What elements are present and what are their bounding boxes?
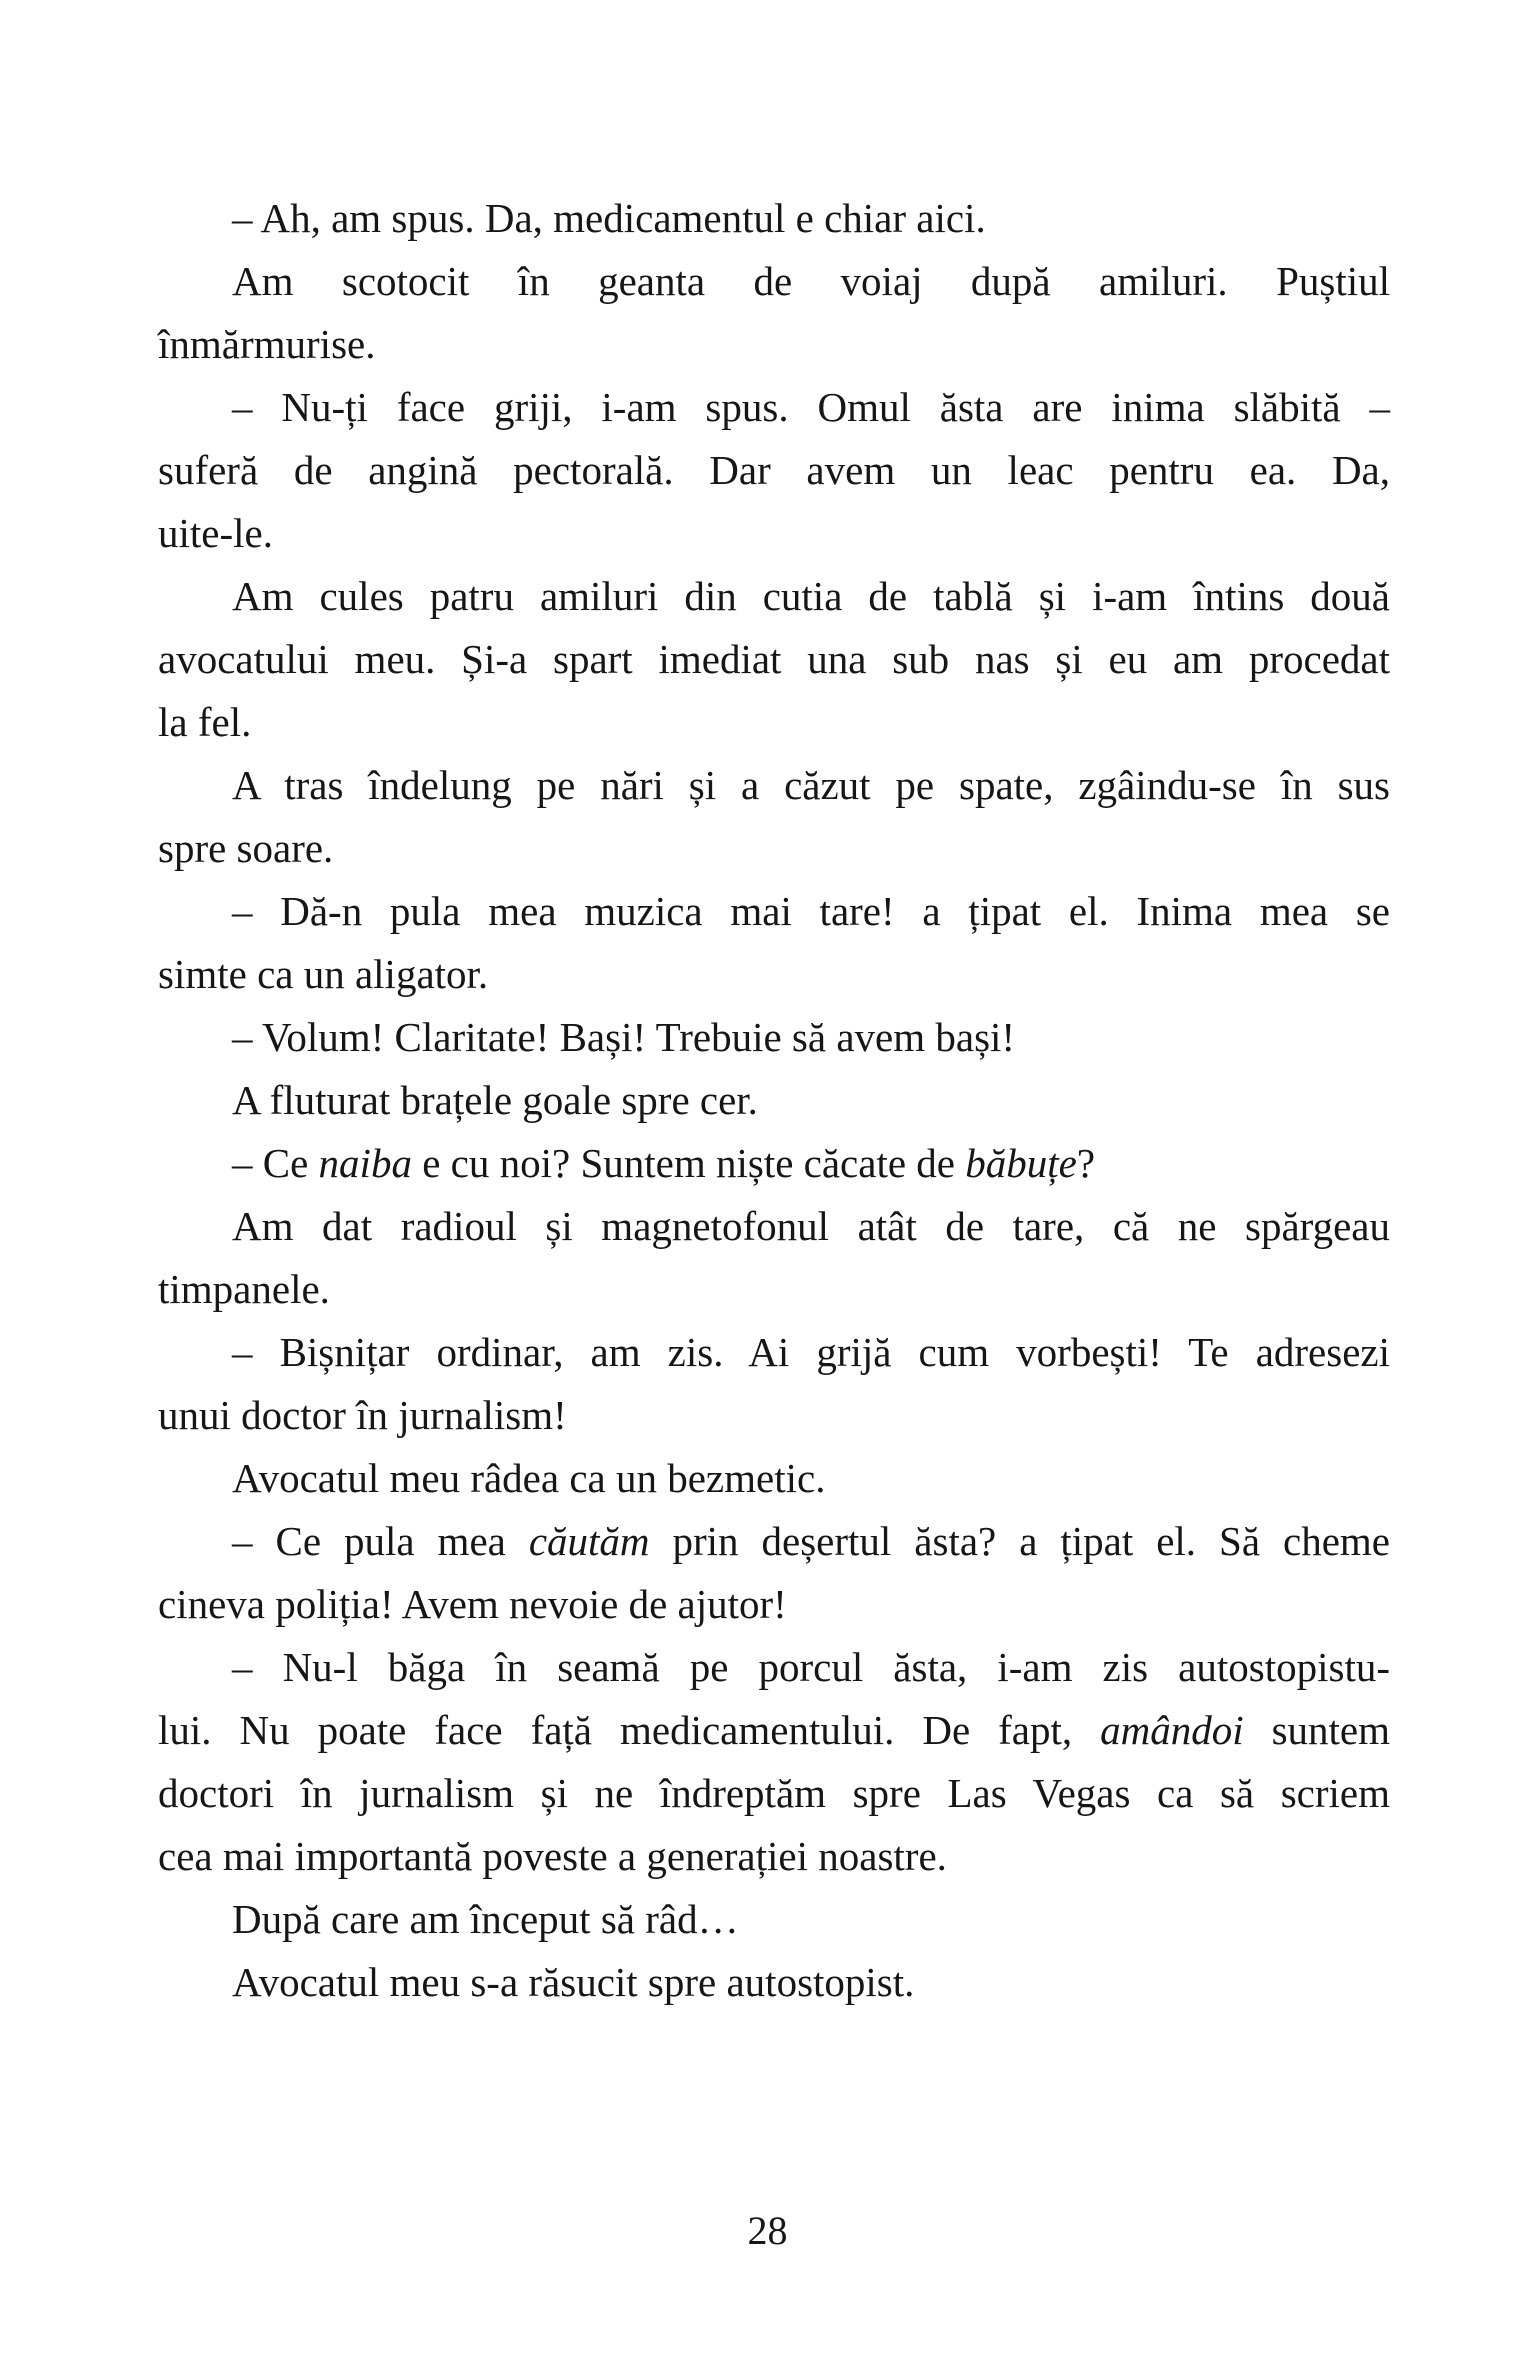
text-line [158,1825,1390,1888]
text-segment: spre soare. [158,825,334,871]
text-segment: ? [1076,1140,1096,1186]
text-line [158,376,1390,439]
text-line [158,187,1390,250]
text-segment: Avocatul meu râdea ca un bezmetic. [232,1455,826,1501]
text-segment: suferă de angină pectorală. Dar avem un leac pentru ea. Da, [158,447,1390,493]
text-segment: – Volum! Claritate! Bași! Trebuie să avem bași! [232,1014,1016,1060]
text-line [158,628,1390,691]
text-segment: prin deșertul ăsta? a țipat el. Să cheme [649,1518,1390,1564]
text-line [158,754,1390,817]
text-segment: uite-le. [158,510,273,556]
page-text [158,187,1390,2014]
text-line [158,1762,1390,1825]
text-segment: Am cules patru amiluri din cutia de tablă și i-am întins două [232,573,1390,619]
text-segment: e cu noi? Suntem niște căcate de [411,1140,966,1186]
text-segment: – Dă-n pula mea muzica mai tare! a țipat el. Inima mea se [232,888,1390,934]
text-segment: – Nu-ți face griji, i-am spus. Omul ăsta are inima slăbită – [232,384,1390,430]
text-segment: – Nu-l băga în seamă pe porcul ăsta, i-am zis autostopistu- [232,1644,1390,1690]
text-line [158,1951,1390,2014]
text-line [158,1069,1390,1132]
text-line [158,565,1390,628]
text-segment: A fluturat brațele goale spre cer. [232,1077,758,1123]
text-segment: Am scotocit în geanta de voiaj după amiluri. Puștiul [232,258,1390,304]
text-line [158,1447,1390,1510]
text-segment: Avocatul meu s-a răsucit spre autostopist. [232,1959,915,2005]
text-segment: După care am început să râd… [232,1896,739,1942]
text-line [158,313,1390,376]
text-line [158,502,1390,565]
text-line [158,1132,1390,1195]
italic-text-segment: băbuțe [965,1140,1077,1186]
text-line [158,943,1390,1006]
text-line [158,1006,1390,1069]
text-segment: unui doctor în jurnalism! [158,1392,567,1438]
text-segment: Am dat radioul și magnetofonul atât de tare, că ne spărgeau [232,1203,1390,1249]
text-segment: cineva poliția! Avem nevoie de ajutor! [158,1581,787,1627]
text-segment: – Ce pula mea [232,1518,529,1564]
text-line [158,691,1390,754]
text-line [158,1573,1390,1636]
text-line [158,817,1390,880]
text-line [158,1384,1390,1447]
italic-text-segment: căutăm [528,1518,650,1564]
italic-text-segment: amândoi [1100,1707,1244,1753]
text-segment: – Ah, am spus. Da, medicamentul e chiar aici. [232,195,986,241]
text-line [158,250,1390,313]
text-segment: cea mai importantă poveste a generației noastre. [158,1833,947,1879]
text-segment: lui. Nu poate face față medicamentului. De fapt, [158,1707,1101,1753]
text-line [158,1195,1390,1258]
text-segment: simte ca un aligator. [158,951,489,997]
text-line [158,1321,1390,1384]
italic-text-segment: naiba [318,1140,412,1186]
text-segment: A tras îndelung pe nări și a căzut pe spate, zgâindu-se în sus [232,762,1390,808]
text-segment: înmărmurise. [158,321,376,367]
text-segment: la fel. [158,699,252,745]
text-segment: timpanele. [158,1266,330,1312]
text-segment: – Ce [232,1140,319,1186]
text-line [158,1258,1390,1321]
page-number: 28 [747,2208,788,2253]
text-line [158,1510,1390,1573]
text-line [158,1636,1390,1699]
text-segment: avocatului meu. Și-a spart imediat una sub nas și eu am procedat [158,636,1390,682]
text-segment: – Bișnițar ordinar, am zis. Ai grijă cum vorbești! Te adresezi [232,1329,1390,1375]
text-segment: doctori în jurnalism și ne îndreptăm spre Las Vegas ca să scriem [158,1770,1390,1816]
text-line [158,880,1390,943]
text-line [158,1888,1390,1951]
text-segment: suntem [1243,1707,1391,1753]
text-line [158,1699,1390,1762]
text-line [158,439,1390,502]
